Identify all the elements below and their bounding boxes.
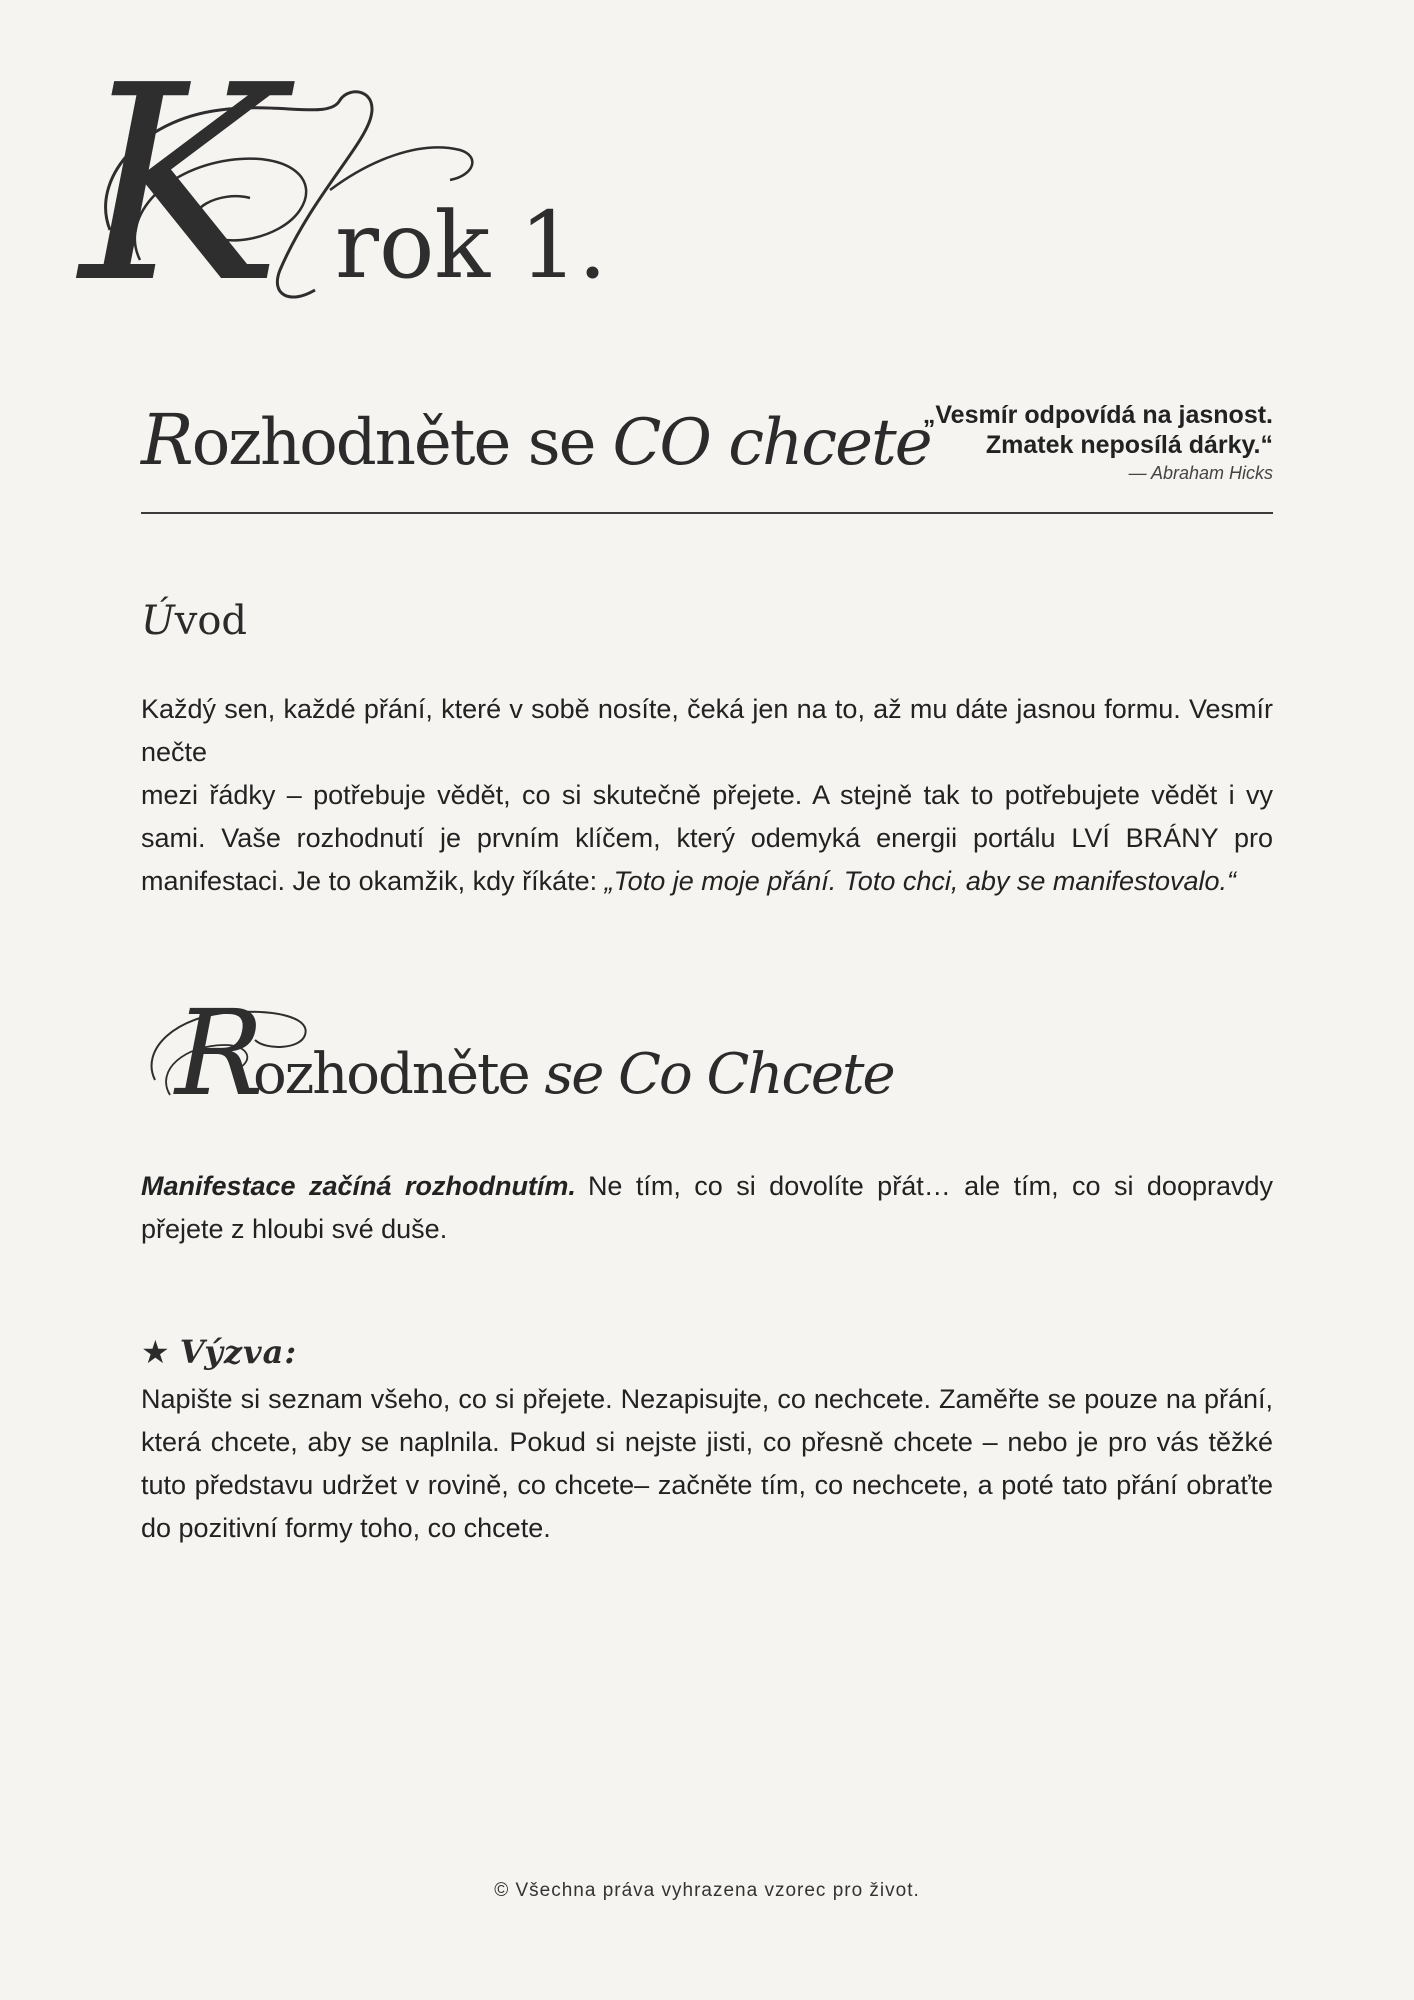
section-lead: Manifestace začíná rozhodnutím. [141, 1171, 576, 1201]
section-text: Ne tím, co si dovolíte přát… ale tím, co si doopravdy přejete z hloubi své duše. [141, 1171, 1273, 1244]
intro-paragraph-2-text: mezi řádky – potřebuje vědět, co si skutečně přejete. A stejně tak to potřebujete vědět i vy sami. Vaše rozhodnutí je prvním klíčem, který odemyká energii portálu LVÍ BRÁNY pro manifestaci. Je to okamžik, kdy říkáte: [141, 780, 1273, 896]
section-heading-main: ozhodněte [253, 1042, 529, 1107]
intro-paragraph-1: Každý sen, každé přání, které v sobě nosíte, čeká jen na to, až mu dáte jasnou formu. Vesmír nečte [141, 694, 1273, 767]
title-rest: rok 1. [335, 192, 608, 299]
intro-paragraph-2-quote: „Toto je moje přání. Toto chci, aby se manifestovalo.“ [604, 866, 1236, 896]
header-divider [141, 512, 1273, 514]
section-paragraph [141, 1165, 1273, 1251]
quote-line-1: „Vesmír odpovídá na jasnost. [922, 401, 1273, 429]
footer-copyright: © Všechna práva vyhrazena vzorec pro život. [494, 1880, 920, 1901]
quote-author: — Abraham Hicks [1128, 463, 1273, 483]
challenge-label: Výzva: [179, 1333, 298, 1371]
section-heading-italic: se Co Chcete [528, 1042, 894, 1107]
intro-heading [141, 596, 247, 646]
section-heading-rest [253, 1040, 894, 1110]
section-heading [135, 984, 1035, 1122]
header-title [141, 400, 931, 483]
intro-heading-initial: Ú [141, 598, 175, 644]
intro-paragraph-2 [141, 774, 1273, 903]
quote-line-2: Zmatek neposílá dárky.“ [985, 431, 1273, 459]
header-title-initial: R [141, 399, 192, 481]
challenge-heading [141, 1330, 297, 1374]
header-title-emphasis: CO chcete [612, 406, 931, 480]
challenge-paragraph: Napište si seznam všeho, co si přejete. Nezapisujte, co nechcete. Zaměřte se pouze na přání, která chcete, aby se naplnila. Pokud si nejste jisti, co přesně chcete – nebo je pro vás těžké tuto představu udržet v rovině, co chcete– začněte tím, co nechcete, a poté tato přání obraťte do pozitivní formy toho, co chcete. [141, 1384, 1273, 1543]
header-row [141, 400, 1273, 490]
title-initial: K [80, 27, 278, 342]
star-icon: ★ [141, 1333, 170, 1371]
step-title [80, 27, 640, 342]
intro-heading-rest: vod [174, 598, 248, 644]
header-title-main: ozhodněte se [191, 406, 595, 480]
header-quote [923, 400, 1273, 486]
section-heading-initial: R [175, 984, 264, 1122]
